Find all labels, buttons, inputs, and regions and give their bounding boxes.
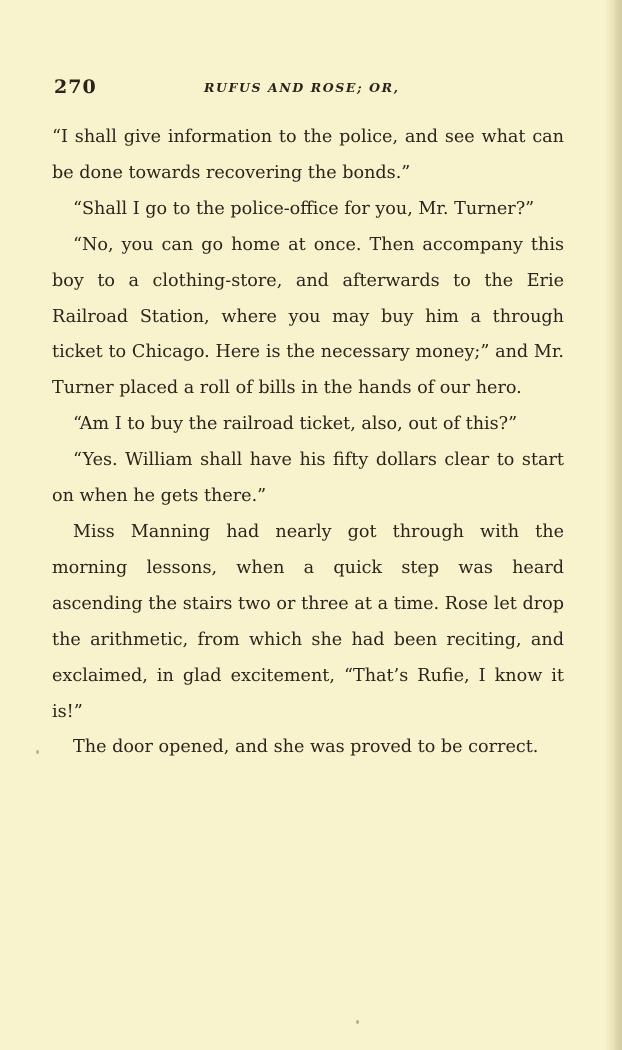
- page-header: [54, 76, 566, 102]
- paragraph: “No, you can go home at once. Then accompany this boy to a clothing-store, and afterwards to the Erie Railroad Station, where you may buy him a through ticket to Chicago. Here is the necessary money;” and Mr. Turner placed a roll of bills in the hands of our hero.: [52, 234, 564, 399]
- paper-speck: [36, 750, 39, 754]
- page-number: 270: [54, 76, 97, 98]
- paragraph: The door opened, and she was proved to be correct.: [73, 737, 539, 758]
- paragraph: “Am I to buy the railroad ticket, also, out of this?”: [73, 414, 518, 435]
- paragraph: “Shall I go to the police-office for you, Mr. Turner?”: [73, 198, 535, 219]
- body-text: [52, 120, 564, 766]
- paragraph: “I shall give information to the police, and see what can be done towards recovering the bonds.”: [52, 127, 564, 183]
- running-head: RUFUS AND ROSE; OR,: [204, 80, 400, 95]
- paragraph: “Yes. William shall have his fifty dollars clear to start on when he gets there.”: [52, 450, 564, 507]
- paragraph: Miss Manning had nearly got through with the morning lessons, when a quick step was heard ascending the stairs two or three at a time. Rose let drop the arithmetic, from which she had been reciting, and exclaimed, in glad excitement, “That’s Rufie, I know it is!”: [52, 521, 564, 722]
- page-edge: [606, 0, 622, 1050]
- paper-speck: [356, 1020, 359, 1024]
